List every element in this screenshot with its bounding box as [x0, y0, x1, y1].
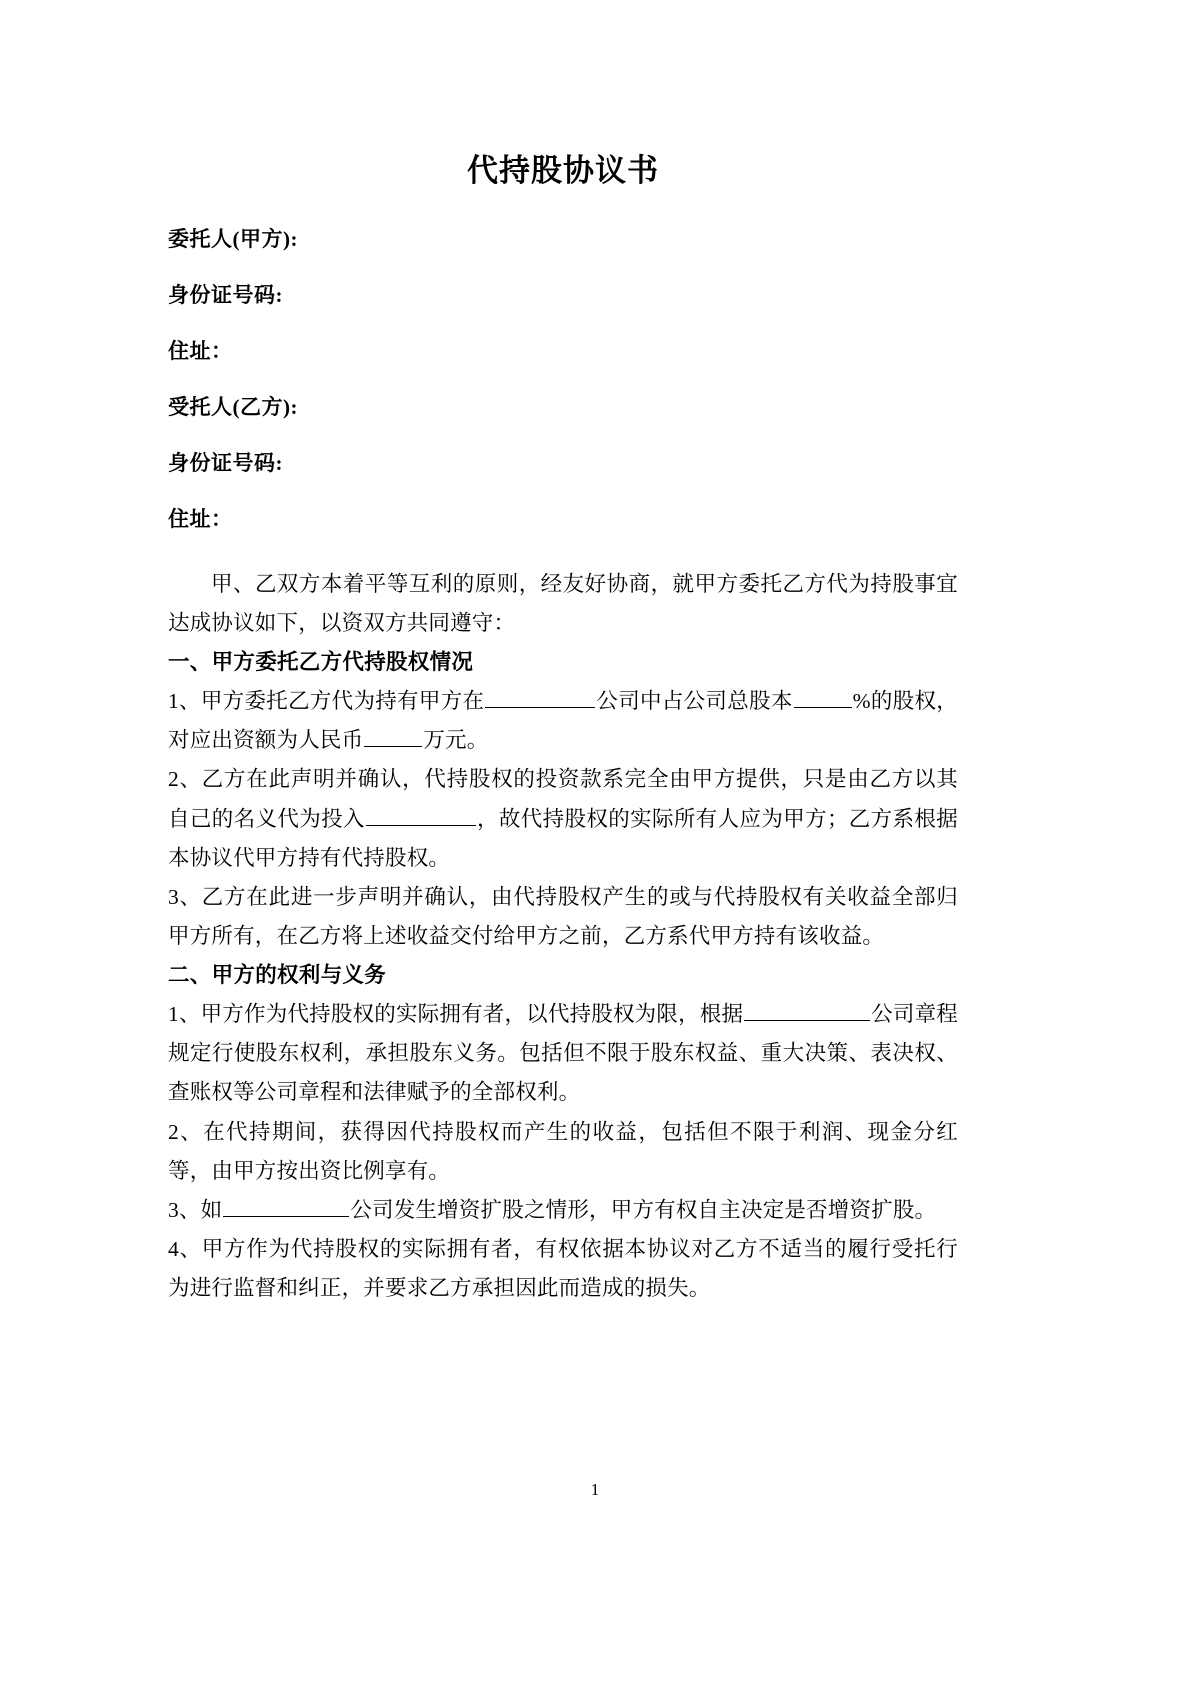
clause — [168, 1191, 958, 1230]
fill-in-blank[interactable] — [364, 724, 422, 748]
fill-in-blank[interactable] — [744, 998, 870, 1022]
agreement-sections — [168, 643, 958, 1308]
party-field-entrustor-address: 住址： — [168, 338, 233, 363]
clause-text: 甲方作为代持股权的实际拥有者，以代持股权为限，根据 — [200, 1002, 744, 1027]
clause-text: 甲方委托乙方代为持有甲方在 — [200, 689, 485, 714]
clause-number: 1、 — [168, 1002, 201, 1027]
page-title: 代持股协议书 — [467, 153, 659, 188]
fill-in-blank[interactable] — [485, 685, 595, 709]
party-field-trustee-id: 身份证号码: — [168, 450, 283, 475]
section-heading: 一、甲方委托乙方代持股权情况 — [168, 650, 474, 674]
clause-number: 3、 — [168, 1197, 201, 1222]
clause — [168, 760, 958, 877]
preamble-paragraph: 甲、乙双方本着平等互利的原则，经友好协商，就甲方委托乙方代为持股事宜达成协议如下，以资双方共同遵守： — [168, 571, 958, 635]
fill-in-blank[interactable] — [794, 685, 852, 709]
clause-number: 3、 — [168, 884, 202, 909]
clause-text: 万元。 — [423, 728, 489, 753]
fill-in-blank[interactable] — [366, 802, 476, 826]
party-field-entrustor-name: 委托人(甲方): — [168, 226, 298, 251]
clause-text: ，故代持股权的实际所有人应为甲方；乙方系根据本协议代甲方持有代持股权。 — [168, 806, 958, 870]
clause-text: 公司发生增资扩股之情形，甲方有权自主决定是否增资扩股。 — [350, 1197, 937, 1222]
party-information-block — [168, 226, 958, 531]
clause — [168, 1230, 958, 1308]
clause — [168, 995, 958, 1112]
clause-text: 公司中占公司总股本 — [596, 689, 793, 714]
clause-text: 乙方在此声明并确认，代持股权的投资款系完全由甲方提供，只是由乙方以其自己的名义代为投入 — [168, 767, 958, 831]
party-field-entrustor-id: 身份证号码: — [168, 282, 283, 307]
clause — [168, 878, 958, 956]
clause — [168, 1113, 958, 1191]
party-field-trustee-name: 受托人(乙方): — [168, 394, 298, 419]
clause-text: 甲方作为代持股权的实际拥有者，有权依据本协议对乙方不适当的履行受托行为进行监督和纠正，并要求乙方承担因此而造成的损失。 — [168, 1236, 958, 1300]
clause-number: 1、 — [168, 689, 201, 714]
clause-text: 如 — [200, 1197, 223, 1222]
clause-number: 4、 — [168, 1236, 202, 1261]
page-number: 1 — [590, 1480, 600, 1499]
party-field-trustee-address: 住址： — [168, 506, 233, 531]
fill-in-blank[interactable] — [223, 1193, 349, 1217]
clause-text: 公司章程规定行使股东权利，承担股东义务。包括但不限于股东权益、重大决策、表决权、查账权等公司章程和法律赋予的全部权利。 — [168, 1002, 958, 1105]
clause-number: 2、 — [168, 767, 202, 792]
clause-number: 2、 — [168, 1119, 204, 1144]
clause — [168, 682, 958, 760]
clause-text: 乙方在此进一步声明并确认，由代持股权产生的或与代持股权有关收益全部归甲方所有，在乙方将上述收益交付给甲方之前，乙方系代甲方持有该收益。 — [168, 884, 958, 948]
section-heading: 二、甲方的权利与义务 — [168, 963, 387, 987]
document-body — [168, 0, 958, 1308]
clause-text: 在代持期间，获得因代持股权而产生的收益，包括但不限于利润、现金分红等，由甲方按出资比例享有。 — [168, 1119, 958, 1183]
clause-text: %的股权，对应出资额为人民币 — [168, 689, 958, 753]
